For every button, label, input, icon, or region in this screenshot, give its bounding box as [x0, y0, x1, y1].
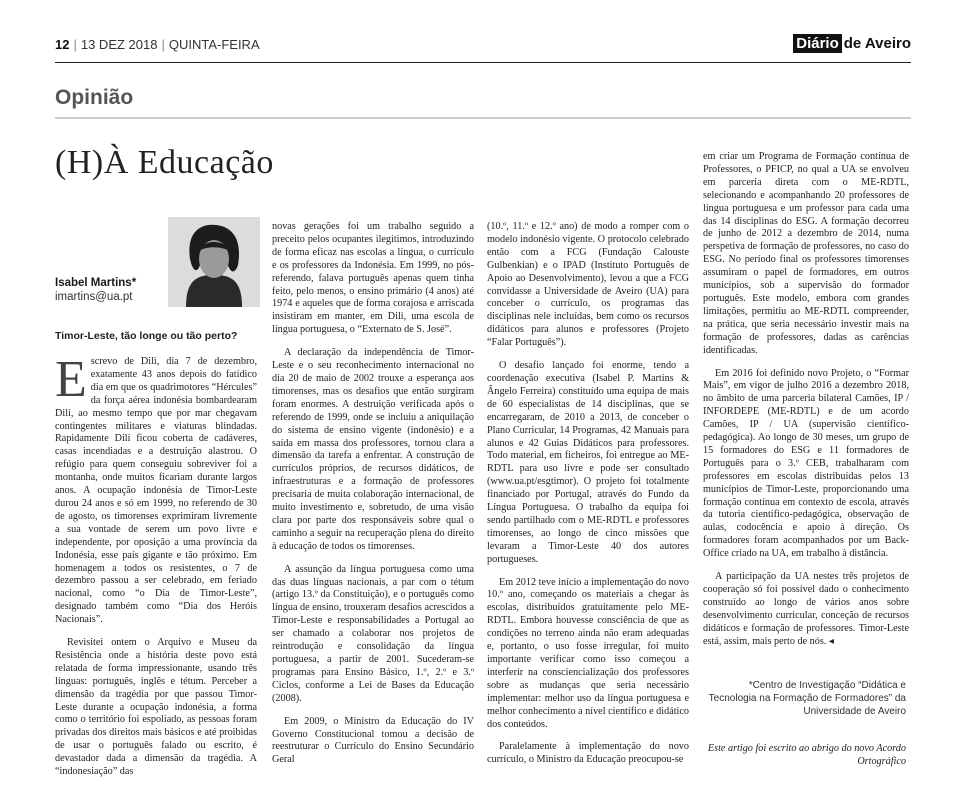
weekday: QUINTA-FEIRA: [168, 37, 260, 52]
author-email: imartins@ua.pt: [55, 291, 133, 303]
section-divider: [55, 117, 911, 119]
author-name: Isabel Martins*: [55, 277, 137, 289]
page-number: 12: [55, 37, 70, 52]
author-portrait-icon: [168, 217, 260, 307]
page-info: 12 | 13 DEZ 2018 | QUINTA-FEIRA: [55, 37, 260, 52]
paragraph: novas gerações foi um trabalho seguido a preceito pelos ocupantes ilegítimos, introduzindo de forma eficaz nas escolas a língua, o currículo e os professores da Indonésia. Em 1999, no pós-referendo, falava português apenas quem tinha feito, pelo menos, o ensino primário (4 anos) até 1974 e aqueles que de forma corajosa e arriscada insistiram em manter, em Dili, uma escola de língua portuguesa, o “Externato de S. José”.: [272, 221, 474, 336]
logo-box: Diário: [793, 34, 842, 53]
article-column-2: [272, 221, 474, 777]
paragraph: Em 2016 foi definido novo Projeto, o “Formar Mais”, em vigor de julho 2016 a dezembro 2018, no âmbito de uma parceria bilateral Camões, IP / INFORDEPE (ME-RDTL) e de um acordo Camões, IP / UA (supervisão científico-pedagógica). Ao longo de 30 meses, um grupo de 15 formadores do ESG e 11 formadores de Português para o 3.º CEB, trabalharam com professores em escolas distribuídas pelos 13 municípios de Timor-Leste, proporcionando uma formação contínua em contexto de escola, através da tutoria científico-pedagógica, observação de aulas, codocência e apoio à direção. Os formadores foram acompanhados por um Back-Office criado na UA, em trabalho à distância.: [703, 367, 909, 560]
paragraph: O desafio lançado foi enorme, tendo a coordenação executiva (Isabel P. Martins & Ângelo Ferreira) constituído uma equipa de mais de 60 especialistas de 14 disciplinas, que se encarregaram, de 2010 a 2013, de conceber o Plano Curricular, 14 Programas, 42 Manuais para alunos e 42 Guias Didáticos para professores. Todo material, em ficheiros, foi entregue ao ME-RDTL para uso livre e pode ser consultado (www.ua.pt/esgtimor). O projeto foi totalmente financiado por Portugal, através do Fundo da Língua Portuguesa. O trabalho da equipa foi sendo partilhado com o ME-RDTL e professores timorenses, ao longo de cinco missões que levaram a Timor-Leste 40 dos autores portugueses.: [487, 360, 689, 565]
page-header: [55, 37, 911, 59]
orthography-note: Este artigo foi escrito ao abrigo do novo Acordo Ortográfico: [707, 743, 906, 767]
article-title: (H)À Educação: [55, 144, 274, 181]
paragraph: Em 2009, o Ministro da Educação do IV Governo Constitucional tomou a decisão de reestruturar o Currículo do Ensino Secundário Geral: [272, 715, 474, 766]
paragraph: Paralelamente à implementação do novo currículo, o Ministro da Educação preocupou-se: [487, 741, 689, 766]
section-title: Opinião: [55, 86, 134, 109]
newspaper-logo: [793, 35, 911, 52]
paragraph: Revisitei ontem o Arquivo e Museu da Resistência onde a história deste povo está relatada de forma impressionante, usando três línguas: português, inglês e tétum. Perceber a dimensão da tragédia por que passou Timor-Leste durante a ocupação indonésia, a forma como o território foi espoliado, as pessoas foram privadas dos direitos mais básicos e até proibidas de usar o português falado ou escrito, é devastador dada a dimensão da tragédia. A “indonesiação” das: [55, 637, 257, 778]
article-column-3: [487, 221, 689, 777]
paragraph: A assunção da língua portuguesa como uma das duas línguas nacionais, a par com o tétum (artigo 13.º da Constituição), e o português como língua de ensino, trouxeram desafios acrescidos a Timor-Leste e responsabilidades a Portugal ao ser chamado a colaborar nos projetos de reintrodução e consolidação da língua portuguesa, a partir de 2001. Sucederam-se programas para Ensino Básico, 1.º, 2.º e 3.º Ciclos, conforme a Lei de Bases da Educação (2008).: [272, 563, 474, 704]
issue-date: 13 DEZ 2018: [80, 37, 158, 52]
header-divider: [55, 62, 911, 63]
paragraph: A participação da UA nestes três projetos de cooperação só foi possível dado o conhecimento construído ao longo de vários anos sobre desenvolvimento curricular, conceção de recursos didáticos e formação de professores. Timor-Leste está, assim, mais perto de nós. ◂: [703, 571, 909, 647]
paragraph: Em 2012 teve início a implementação do novo 10.º ano, começando os materiais a chegar às escolas, distribuídos gratuitamente pelo ME-RDTL. Embora houvesse consciência de que as condições no terreno ainda não eram adequadas e, portanto, o uso fosse irregular, foi muito importante verificar como isso começou a interferir na consciencialização dos professores sobre as mudanças que seria necessário implementar: melhor uso da língua portuguesa e melhor conhecimento a nível científico e didático dos conteúdos.: [487, 576, 689, 730]
drop-cap: E: [55, 351, 87, 408]
author-photo: [168, 217, 260, 307]
article-lede: Timor-Leste, tão longe ou tão perto?: [55, 330, 238, 342]
article-column-4: [703, 151, 909, 659]
paragraph: Escrevo de Dili, dia 7 de dezembro, exatamente 43 anos depois do fatídico dia em que os quadrimotores “Hércules” da força aérea indonésia bombardearam Dili, ao mesmo tempo que por mar chegavam contingentes militares e viaturas blindadas. Rapidamente Dili ficou coberta de cadáveres, casas incendiadas e a destruição alastrou. O refúgio para quem conseguiu sobreviver foi a montanha, onde muitos ficariam durante largos anos. A ocupação indonésia de Timor-Leste durou 24 anos e só em 1999, no referendo de 30 de agosto, os timorenses exprimiram livremente a sua vontade de serem um povo livre e independente, por oposição a uma província da Indonésia, esse país gigante e tão próximo. Em homenagem a todos os resistentes, o 7 de dezembro passou a ser celebrado, em feriado nacional, como “o Dia de Timor-Leste”, designado também como “Dia dos Heróis Nacionais”.: [55, 351, 257, 626]
paragraph: (10.º, 11.º e 12.º ano) de modo a romper com o modelo indonésio vigente. O protocolo celebrado então com a FCG (Fundação Calouste Gulbenkian) e o IPAD (Instituto Português de Apoio ao Desenvolvimento), levou a que a FCG convidasse a Universidade de Aveiro (UA) para conceber o currículo, os programas das disciplinas nele incluídas, bem como os recursos didáticos para alunos e professores (Projeto “Falar Português”).: [487, 221, 689, 349]
article-column-1: [55, 351, 257, 789]
logo-rest: de Aveiro: [843, 35, 911, 52]
paragraph: em criar um Programa de Formação contínua de Professores, o PFICP, no qual a UA se envolveu em parceria direta com o ME-RDTL, selecionando e acompanhando 20 professores de língua portuguesa e um professor para cada uma das 14 disciplinas do ESG. A formação decorreu de junho de 2012 a dezembro de 2014, numa perspetiva de formação de professores, no caso do ESG. No período final os professores timorenses assumiram o papel de formadores, em outros municípios, sob a supervisão do formador português. Este modelo, embora com grandes limitações, permitiu ao ME-RDTL compreender, na prática, que seria necessário investir mais na formação de professores, dadas as carências identificadas.: [703, 151, 909, 356]
author-affiliation-footnote: *Centro de Investigação “Didática e Tecnologia na Formação de Formadores” da Universidade de Aveiro: [708, 680, 906, 717]
author-byline: [55, 276, 136, 304]
paragraph: A declaração da independência de Timor-Leste e o seu reconhecimento internacional no dia 20 de maio de 2002 trouxe a esperança aos timorenses, mas os desafios que então surgiram foram enormes. A destruição verificada após o referendo de 1999, onde se incluiu a aniquilação do sistema de ensino vigente (indonésio) e a saída em massa dos professores, tornou clara a dimensão da tarefa a enfrentar. A construção de currículos próprios, de recursos didáticos, de infraestruturas e a formação de professores precisaria de muita colaboração internacional, de muito investimento e, sobretudo, de uma visão clara por parte dos responsáveis sobre qual o caminho a seguir na recuperação plena do direito à educação de todos os timorenses.: [272, 347, 474, 552]
